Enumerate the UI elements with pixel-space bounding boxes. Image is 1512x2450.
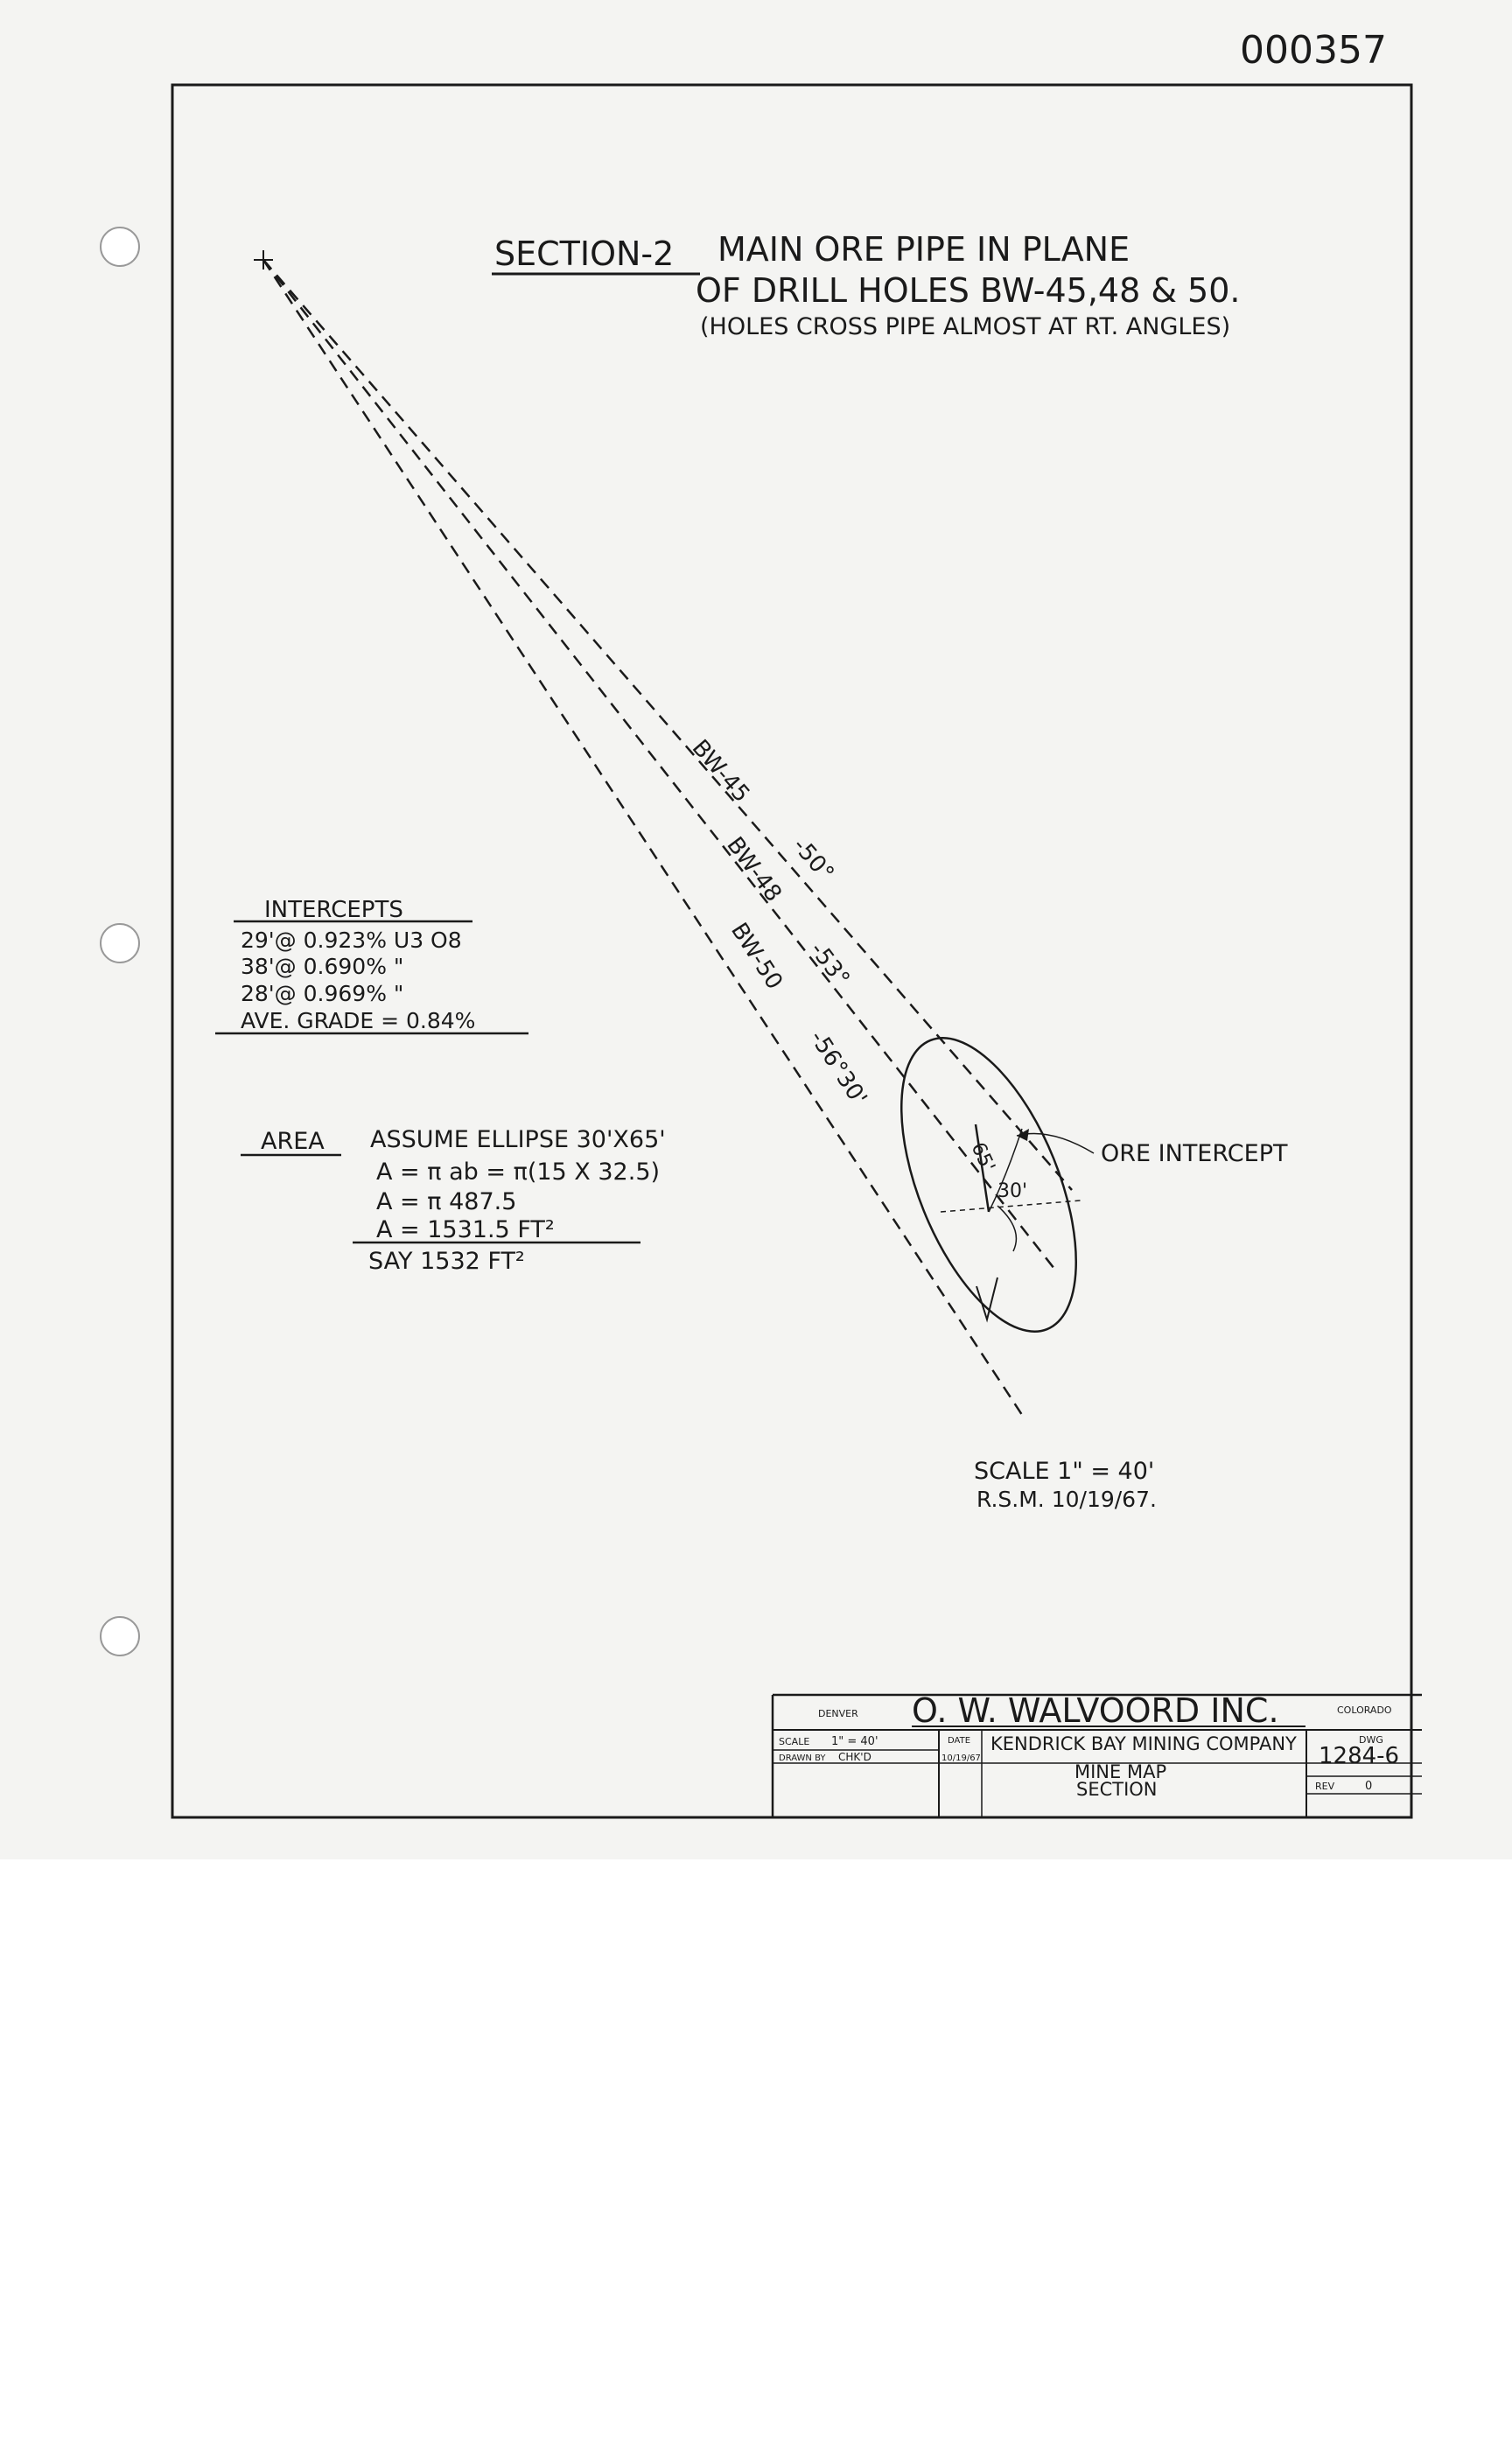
area-result: SAY 1532 FT² [368, 1248, 525, 1275]
title-block-rev-label: REV [1315, 1781, 1335, 1792]
title-block-scale-value: 1" = 40' [831, 1735, 878, 1748]
title-block-date-value: 10/19/67 [942, 1754, 981, 1763]
drill-hole-bw-45-line [263, 260, 1072, 1190]
average-grade: AVE. GRADE = 0.84% [241, 1008, 476, 1033]
title-block-drawn-label: DRAWN BY [779, 1754, 826, 1763]
area-heading: AREA [261, 1128, 325, 1155]
title-block-firm: O. W. WALVOORD INC. [912, 1691, 1279, 1730]
ellipse-arc-30 [998, 1206, 1016, 1251]
ore-intercept-leader [1017, 1134, 1094, 1154]
area-line-1: A = π ab = π(15 X 32.5) [376, 1158, 661, 1186]
drill-hole-bw-50-line [263, 260, 1024, 1418]
document-number: 000357 [1240, 28, 1387, 73]
area-line-2: A = π 487.5 [376, 1188, 517, 1215]
intercept-row-3: 28'@ 0.969% " [241, 981, 404, 1006]
title-block-city-left: DENVER [818, 1708, 858, 1719]
title-line-2: OF DRILL HOLES BW-45,48 & 50. [696, 271, 1241, 310]
title-block-city-right: COLORADO [1337, 1704, 1392, 1716]
ore-intercept-label: ORE INTERCEPT [1101, 1140, 1288, 1167]
ellipse-minor-label: 30' [998, 1180, 1028, 1202]
intercept-row-1: 29'@ 0.923% U3 O8 [241, 928, 462, 953]
drill-hole-bw-50-label: BW-50 [725, 918, 788, 995]
binder-hole-bottom [101, 1617, 139, 1656]
drill-hole-bw-50-angle: -56°30' [804, 1026, 872, 1111]
title-block-rev-value: 0 [1365, 1780, 1373, 1793]
title-block-date-label: DATE [948, 1736, 971, 1746]
intercept-row-2: 38'@ 0.690% " [241, 954, 404, 979]
drill-hole-bw-48-line [263, 260, 1054, 1269]
area-assumption: ASSUME ELLIPSE 30'X65' [370, 1126, 666, 1153]
intercepts-heading: INTERCEPTS [264, 897, 403, 923]
title-block-checked-label: CHK'D [838, 1751, 872, 1763]
drill-hole-bw-45-label: BW-45 [686, 734, 755, 808]
title-line-1: MAIN ORE PIPE IN PLANE [718, 230, 1130, 269]
title-block-dwg-label: DWG [1359, 1734, 1383, 1746]
title-block-dwg-number: 1284-6 [1319, 1743, 1400, 1769]
title-block-drawing-title-2: SECTION [1076, 1779, 1158, 1800]
binder-hole-middle [101, 924, 139, 962]
title-section: SECTION-2 [494, 234, 675, 273]
title-block-scale-label: SCALE [779, 1736, 810, 1747]
drill-hole-bw-48-label: BW-48 [721, 832, 787, 907]
title-block-drawing-title-1: MINE MAP [1074, 1761, 1167, 1782]
title-line-3: (HOLES CROSS PIPE ALMOST AT RT. ANGLES) [700, 313, 1231, 340]
title-block-client: KENDRICK BAY MINING COMPANY [990, 1733, 1297, 1754]
ellipse-major-label: 65' [966, 1138, 999, 1176]
area-line-3: A = 1531.5 FT² [376, 1216, 555, 1243]
scale-text: SCALE 1" = 40' [974, 1458, 1155, 1485]
drill-hole-bw-48-angle: -53° [804, 937, 855, 992]
drill-hole-bw-45-angle: -50° [787, 832, 839, 887]
scale-author: R.S.M. 10/19/67. [976, 1487, 1157, 1512]
binder-hole-top [101, 228, 139, 266]
